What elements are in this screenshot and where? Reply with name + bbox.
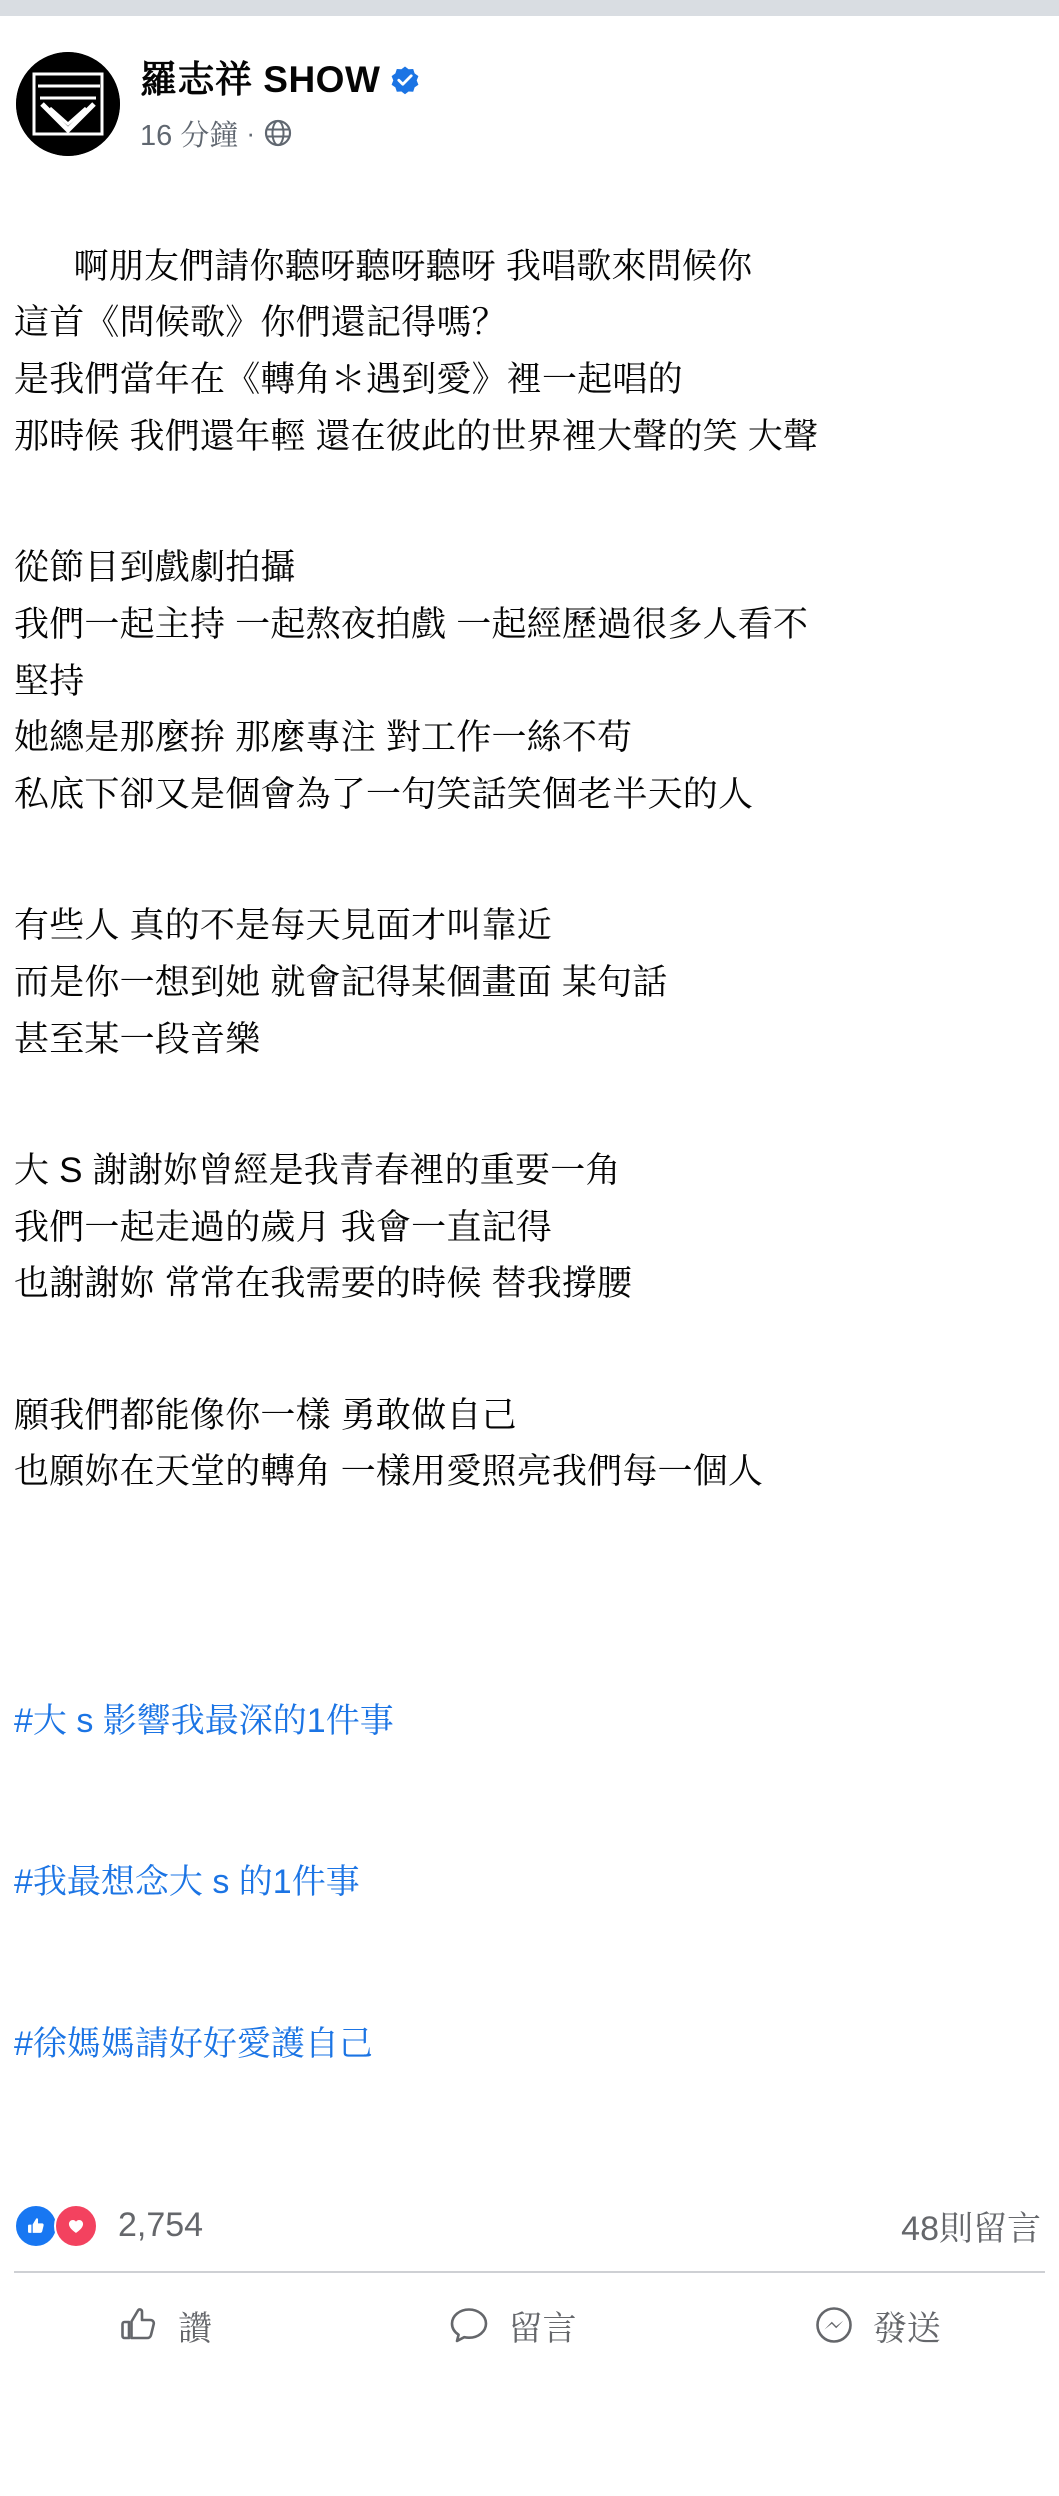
post-line: 私底下卻又是個會為了一句笑話笑個老半天的人 (14, 774, 754, 814)
comment-button-label: 留言 (508, 2309, 577, 2348)
post-line-blank (14, 824, 1059, 842)
post-text (0, 156, 1059, 1558)
send-button[interactable] (793, 2295, 961, 2356)
globe-icon[interactable] (263, 118, 293, 148)
post-line: 堅持 (14, 661, 85, 701)
comment-bubble-icon (448, 2304, 490, 2346)
hashtag-link[interactable]: #徐媽媽請好好愛護自己 (14, 2024, 373, 2063)
post-timestamp[interactable]: 16 分鐘 (140, 119, 239, 152)
post-actions (0, 2273, 1059, 2376)
thumbs-up-icon (118, 2304, 160, 2346)
bottom-spacer (0, 2376, 1059, 2496)
post-line: 願我們都能像你一樣 勇敢做自己 (14, 1395, 517, 1435)
meta-separator: · (246, 117, 255, 148)
love-reaction-icon (54, 2204, 98, 2248)
post-line: 我們一起主持 一起熬夜拍戲 一起經歷過很多人看不 (14, 604, 809, 644)
post-header (0, 16, 1059, 156)
post-header-text (140, 52, 420, 154)
post-line-blank (14, 1313, 1059, 1331)
post-line: 啊朋友們請你聽呀聽呀聽呀 我唱歌來問候你 (73, 246, 753, 286)
reaction-count: 2,754 (118, 2206, 204, 2245)
post-line: 她總是那麼拚 那麼專注 對工作一絲不苟 (14, 718, 633, 758)
post-line: 有些人 真的不是每天見面才叫靠近 (14, 906, 552, 946)
hashtag-link[interactable]: #大 s 影響我最深的1件事 (14, 1702, 394, 1741)
post-line: 也謝謝妳 常常在我需要的時候 替我撐腰 (14, 1264, 633, 1304)
post-line: 也願妳在天堂的轉角 一樣用愛照亮我們每一個人 (14, 1452, 764, 1492)
post-line: 從節目到戲劇拍攝 (14, 548, 296, 588)
hashtag-link[interactable]: #我最想念大 s 的1件事 (14, 1863, 360, 1902)
avatar[interactable] (16, 52, 120, 156)
send-button-label: 發送 (872, 2309, 941, 2348)
post-line: 而是你一想到她 就會記得某個畫面 某句話 (14, 962, 668, 1002)
author-name[interactable]: 羅志祥 SHOW (140, 59, 381, 100)
post-line: 那時候 我們還年輕 還在彼此的世界裡大聲的笑 大聲 (14, 416, 819, 456)
browser-chrome-strip (0, 0, 1059, 16)
comment-count[interactable]: 48則留言 (901, 2210, 1041, 2249)
post-meta (140, 113, 420, 154)
post-line: 這首《問候歌》你們還記得嗎？ (14, 303, 507, 343)
post-line: 是我們當年在《轉角＊遇到愛》裡一起唱的 (14, 360, 683, 400)
like-button-label: 讚 (178, 2309, 213, 2348)
facebook-post-card (0, 16, 1059, 2496)
post-line: 甚至某一段音樂 (14, 1019, 261, 1059)
like-button[interactable] (98, 2295, 232, 2356)
reactions-summary[interactable] (14, 2204, 203, 2248)
author-line (140, 60, 420, 101)
post-line: 我們一起走過的歲月 我會一直記得 (14, 1207, 552, 1247)
messenger-icon (813, 2304, 855, 2346)
post-stats (0, 2179, 1059, 2249)
post-line: 大 S 謝謝妳曾經是我青春裡的重要一角 (14, 1151, 621, 1190)
post-line-blank (14, 1068, 1059, 1086)
post-line-blank (14, 465, 1059, 483)
verified-badge-icon (390, 65, 420, 95)
hashtag-list (0, 1558, 1059, 2179)
like-reaction-icon (14, 2204, 58, 2248)
comment-button[interactable] (428, 2295, 596, 2356)
